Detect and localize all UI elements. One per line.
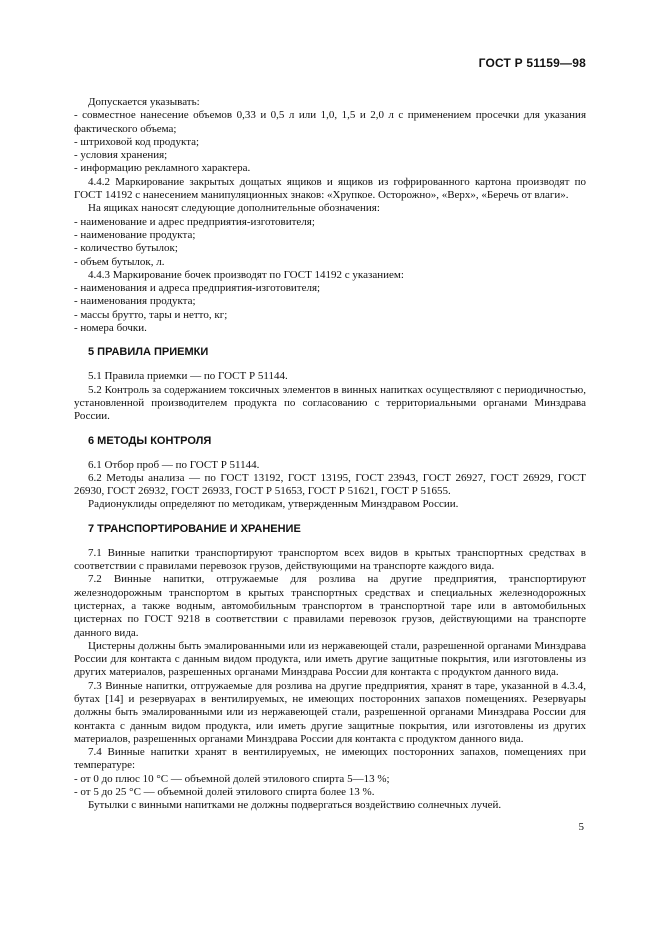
paragraph: 7.3 Винные напитки, отгружаемые для розлива на другие предприятия, хранят в таре, указанной в 4.3.4, бутах [14] и резервуарах в вентилируемых, не имеющих посторонних запахов помещениях. Резервуары должны быть эмалированными или из нержавеющей стали, разрешенной органами Минздрава России для контакта с данным видом продукта, или иметь другие защитные покрытия, или изготовлены из других материалов, разрешенных органами Минздрава России для контакта с продуктом данного вида. <box>74 679 586 745</box>
paragraph: Радионуклиды определяют по методикам, утвержденным Минздравом России. <box>88 498 459 511</box>
paragraph: 6.2 Методы анализа — по ГОСТ 13192, ГОСТ 13195, ГОСТ 23943, ГОСТ 26927, ГОСТ 26929, ГОСТ 26930, ГОСТ 26932, ГОСТ 26933, ГОСТ Р 51653, ГОСТ Р 51621, ГОСТ Р 51655. <box>74 471 586 498</box>
paragraph: На ящиках наносят следующие дополнительные обозначения: <box>88 202 380 215</box>
paragraph: - объем бутылок, л. <box>74 255 165 268</box>
paragraph: - наименование продукта; <box>74 228 196 241</box>
paragraph: 7.1 Винные напитки транспортируют транспортом всех видов в крытых транспортных средствах в соответствии с правилами перевозок грузов, действующими на транспорте каждого вида. <box>74 546 586 573</box>
paragraph: Цистерны должны быть эмалированными или из нержавеющей стали, разрешенной органами Минздрава России для контакта с данным видом продукта, или иметь другие защитные покрытия, или изготовлены из других материалов, разрешенных органами Минздрава России для контакта с продуктом данного вида. <box>74 639 586 679</box>
paragraph: 6.1 Отбор проб — по ГОСТ Р 51144. <box>88 458 260 471</box>
paragraph: - от 5 до 25 °С — объемной долей этилового спирта более 13 %. <box>74 786 375 799</box>
paragraph: - массы брутто, тары и нетто, кг; <box>74 308 228 321</box>
paragraph: - наименования продукта; <box>74 295 196 308</box>
paragraph: Бутылки с винными напитками не должны подвергаться воздействию солнечных лучей. <box>88 799 502 812</box>
paragraph: - штриховой код продукта; <box>74 135 200 148</box>
paragraph: - наименование и адрес предприятия-изготовителя; <box>74 215 315 228</box>
paragraph: - от 0 до плюс 10 °С — объемной долей этилового спирта 5—13 %; <box>74 772 390 785</box>
paragraph: 5.2 Контроль за содержанием токсичных элементов в винных напитках осуществляют с периодичностью, установленной производителем продукта по согласованию с территориальными органами Минздрава России. <box>74 383 586 423</box>
page-number: 5 <box>578 821 584 833</box>
section-heading: 6 МЕТОДЫ КОНТРОЛЯ <box>88 434 212 447</box>
section-heading: 7 ТРАНСПОРТИРОВАНИЕ И ХРАНЕНИЕ <box>88 522 301 535</box>
paragraph: - информацию рекламного характера. <box>74 162 251 175</box>
section-heading: 5 ПРАВИЛА ПРИЕМКИ <box>88 346 209 359</box>
paragraph: - номера бочки. <box>74 322 147 335</box>
paragraph: Допускается указывать: <box>88 96 200 108</box>
paragraph: - количество бутылок; <box>74 242 178 255</box>
paragraph: 5.1 Правила приемки — по ГОСТ Р 51144. <box>88 370 288 383</box>
paragraph: 4.4.3 Маркирование бочек производят по ГОСТ 14192 с указанием: <box>88 268 404 281</box>
document-body <box>74 96 586 813</box>
paragraph: 7.2 Винные напитки, отгружаемые для розлива на другие предприятия, транспортируют железнодорожным транспортом в крытых транспортных средствах и специальных железнодорожных цистернах, а также водным, автомобильным транспортом в транспортной таре или в автомобильных цистернах по ГОСТ 9218 в соответствии с правилами перевозок грузов, действующими на транспорте данного вида. <box>74 573 586 639</box>
page-header: ГОСТ Р 51159—98 <box>478 56 586 70</box>
paragraph: - условия хранения; <box>74 149 168 162</box>
paragraph: 4.4.2 Маркирование закрытых дощатых ящиков и ящиков из гофрированного картона производят по ГОСТ 14192 с нанесением манипуляционных знаков: «Хрупкое. Осторожно», «Верх», «Беречь от влаги». <box>74 175 586 202</box>
paragraph: - совместное нанесение объемов 0,33 и 0,5 л или 1,0, 1,5 и 2,0 л с применением просечки для указания фактического объема; <box>74 109 586 135</box>
paragraph: - наименования и адреса предприятия-изготовителя; <box>74 282 321 295</box>
paragraph: 7.4 Винные напитки хранят в вентилируемых, не имеющих посторонних запахов, помещениях при температуре: <box>74 746 586 772</box>
